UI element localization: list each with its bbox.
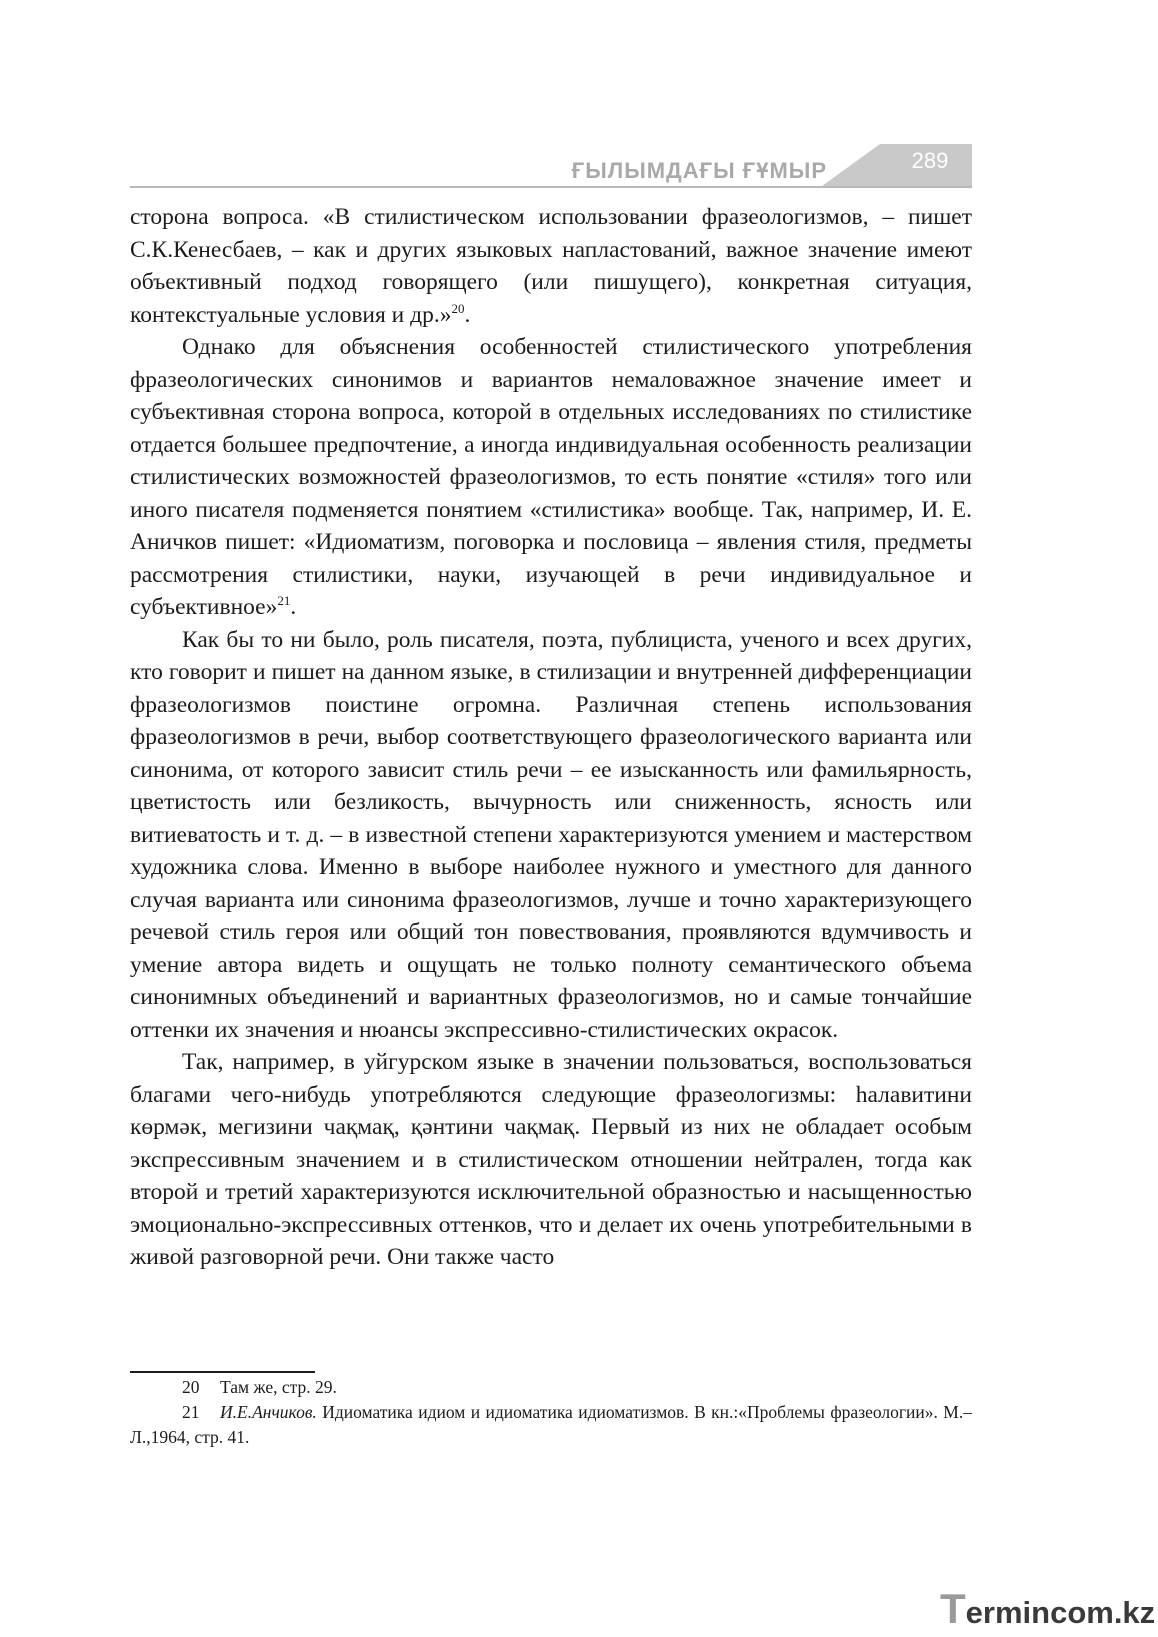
footnote-separator xyxy=(130,1371,315,1373)
header-rule xyxy=(130,186,972,188)
footnote-ref-21[interactable]: 21 xyxy=(277,593,291,609)
paragraph-4: Так, например, в уйгурском языке в значении пользоваться, воспользоваться благами чего-нибудь употребляются следующие фразеологизмы: һалавитини көрмәк, мегизини чақмақ, қәнтини чақмақ. Первый из них не обладает особым экспрессивным значением и в стилистическом отношении нейтрален, тогда как второй и третий характеризуются исключительной образностью и насыщенностью эмоционально-экспрессивных оттенков, что и делает их очень употребительными в живой разговорной речи. Они также часто xyxy=(130,1049,972,1270)
header-wedge-decoration xyxy=(822,144,880,186)
footnote-20 xyxy=(130,1375,972,1400)
running-head xyxy=(130,140,972,188)
page-number-box xyxy=(880,144,972,186)
footnote-21 xyxy=(130,1400,972,1450)
paragraph-3: Как бы то ни было, роль писателя, поэта, публициста, ученого и всех других, кто говорит и пишет на данном языке, в стилизации и внутренней дифференциации фразеологизмов поистине огромна. Различная степень использования фразеологизмов в речи, выбор соответствующего фразеологического варианта или синонима, от которого зависит стиль речи – ее изысканность или фамильярность, цветистость или безликость, вычурность или сниженность, ясность или витиеватость и т. д. – в известной степени характеризуются умением и мастерством художника слова. Именно в выборе наиболее нужного и уместного для данного случая варианта или синонима фразеологизмов, лучше и точно характеризующего речевой стиль героя или общий тон повествования, проявляются вдумчивость и умение автора видеть и ощущать не только полноту семантического объема синонимных объединений и вариантных фразеологизмов, но и самые тончайшие оттенки их значения и нюансы экспрессивно-стилистических окрасок. xyxy=(130,626,972,1043)
running-head-title: ҒЫЛЫМДАҒЫ ҒҰМЫР xyxy=(571,158,827,183)
footnote-author: И.Е.Анчиков. xyxy=(220,1402,317,1422)
paragraph-1-text: сторона вопроса. «В стилистическом использовании фразеологизмов, – пишет С.К.Кенесбаев, – как и других языковых напластований, важное значение имеют объективный подход говорящего (или пишущего), конкретная ситуация, контекстуальные условия и др.» xyxy=(130,204,972,328)
site-watermark-logo xyxy=(940,1585,1156,1632)
watermark-text: ermincom.kz xyxy=(965,1595,1156,1630)
main-text xyxy=(130,201,972,1274)
paragraph-1 xyxy=(130,201,972,331)
paragraph-2-end: . xyxy=(290,594,297,620)
footnote-number: 21 xyxy=(182,1402,200,1422)
footnote-ref-20[interactable]: 20 xyxy=(451,300,465,316)
footnotes xyxy=(130,1375,972,1450)
footnote-text: Идиоматика идиом и идиоматика идиоматизмов. В кн.:«Проблемы фразеологии». М.–Л.,1964, стр. 41. xyxy=(130,1402,972,1447)
paragraph-1-end: . xyxy=(464,301,471,328)
paragraph-2 xyxy=(130,331,972,624)
footnote-text: Там же, стр. 29. xyxy=(220,1377,337,1397)
page-number: 289 xyxy=(911,148,949,173)
paragraph-2-text: Однако для объяснения особенностей стилистического употребления фразеологических синонимов и вариантов немаловажное значение имеет и субъективная сторона вопроса, которой в отдельных исследованиях по стилистике отдается большее предпочтение, а иногда индивидуальная особенность реализации стилистических возможностей фразеологизмов, то есть понятие «стиля» того или иного писателя подменяется понятием «стилистика» вообще. Так, например, И. Е. Аничков пишет: «Идиоматизм, поговорка и пословица – явления стиля, предметы рассмотрения стилистики, науки, изучающей в речи индивидуальное и субъективное» xyxy=(130,334,972,620)
watermark-initial: T xyxy=(940,1585,966,1632)
footnote-number: 20 xyxy=(182,1377,200,1397)
